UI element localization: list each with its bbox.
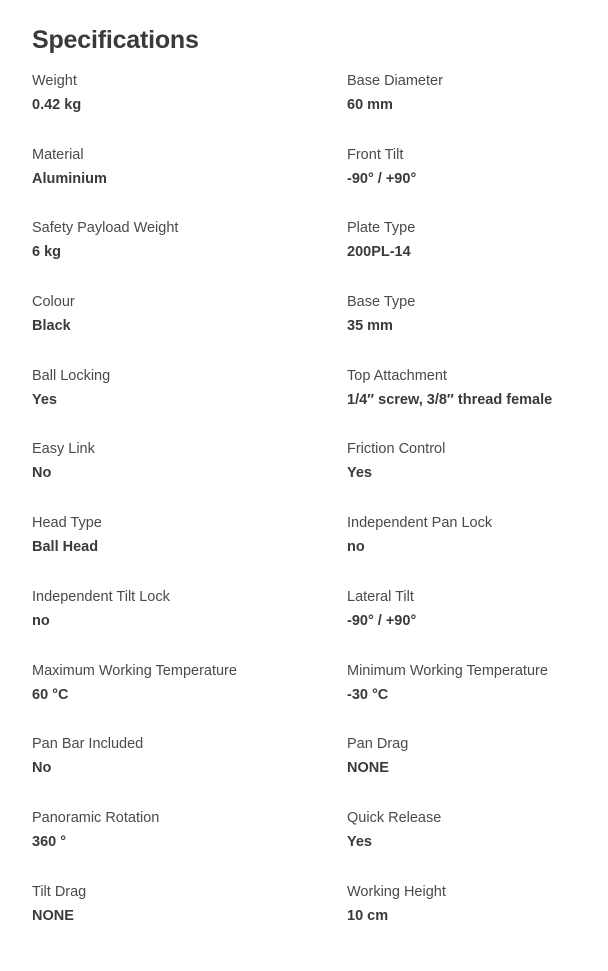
spec-value: Yes [32,391,57,408]
spec-label: Front Tilt [347,146,404,163]
spec-label: Ball Locking [32,367,111,384]
spec-value: 35 mm [347,318,393,335]
spec-value: 10 cm [347,907,389,924]
spec-label: Safety Payload Weight [32,220,179,237]
spec-label: Pan Bar Included [32,736,144,753]
spec-item [347,366,592,440]
spec-item [32,587,347,661]
spec-value: -90° / +90° [347,612,417,629]
spec-item [32,882,347,956]
spec-value: Yes [347,465,372,482]
spec-value: no [32,612,50,629]
spec-value: 60 °C [32,686,69,703]
spec-value: No [32,760,52,777]
spec-item [347,145,592,219]
spec-value: no [347,539,365,556]
spec-item [32,734,347,808]
spec-item [32,145,347,219]
spec-label: Material [32,146,84,163]
spec-label: Lateral Tilt [347,588,414,605]
spec-value: Yes [347,833,372,850]
spec-value: Ball Head [32,539,99,556]
spec-label: Top Attachment [347,367,447,384]
spec-item [347,218,592,292]
spec-item [347,292,592,366]
spec-item [32,661,347,735]
spec-item [347,808,592,882]
spec-value: NONE [347,760,389,777]
spec-label: Friction Control [347,441,446,458]
spec-label: Independent Pan Lock [347,515,493,532]
spec-label: Working Height [347,883,446,900]
spec-item [32,366,347,440]
spec-label: Plate Type [347,220,416,237]
spec-item [32,513,347,587]
spec-value: 0.42 kg [32,97,82,113]
spec-item [347,71,592,145]
spec-value: NONE [32,907,74,924]
spec-item [32,292,347,366]
spec-value: No [32,465,52,482]
spec-value: -90° / +90° [347,170,417,187]
spec-label: Weight [32,73,77,89]
page-title: Specifications [32,26,199,54]
spec-value: 60 mm [347,97,393,113]
spec-value: 200PL-14 [347,244,411,261]
spec-label: Independent Tilt Lock [32,588,170,605]
spec-value: Black [32,318,71,335]
spec-label: Tilt Drag [32,883,87,900]
spec-value: 360 ° [32,833,67,850]
spec-item [347,734,592,808]
spec-item [32,808,347,882]
spec-item [32,439,347,513]
spec-label: Maximum Working Temperature [32,662,237,679]
spec-item [32,218,347,292]
spec-item [347,439,592,513]
spec-item [347,513,592,587]
spec-item [32,71,347,145]
spec-value: 1/4″ screw, 3/8″ thread female [347,391,553,408]
spec-label: Colour [32,294,75,311]
spec-label: Head Type [32,515,102,532]
spec-value: -30 °C [347,686,389,703]
spec-grid [32,71,592,955]
spec-item [347,587,592,661]
spec-value: 6 kg [32,244,62,261]
spec-label: Pan Drag [347,736,409,753]
spec-label: Base Diameter [347,73,443,89]
spec-label: Panoramic Rotation [32,809,160,826]
spec-label: Minimum Working Temperature [347,662,548,679]
spec-value: Aluminium [32,170,107,187]
spec-item [347,882,592,956]
spec-label: Easy Link [32,441,95,458]
spec-label: Quick Release [347,809,442,826]
spec-label: Base Type [347,294,416,311]
spec-item [347,661,592,735]
